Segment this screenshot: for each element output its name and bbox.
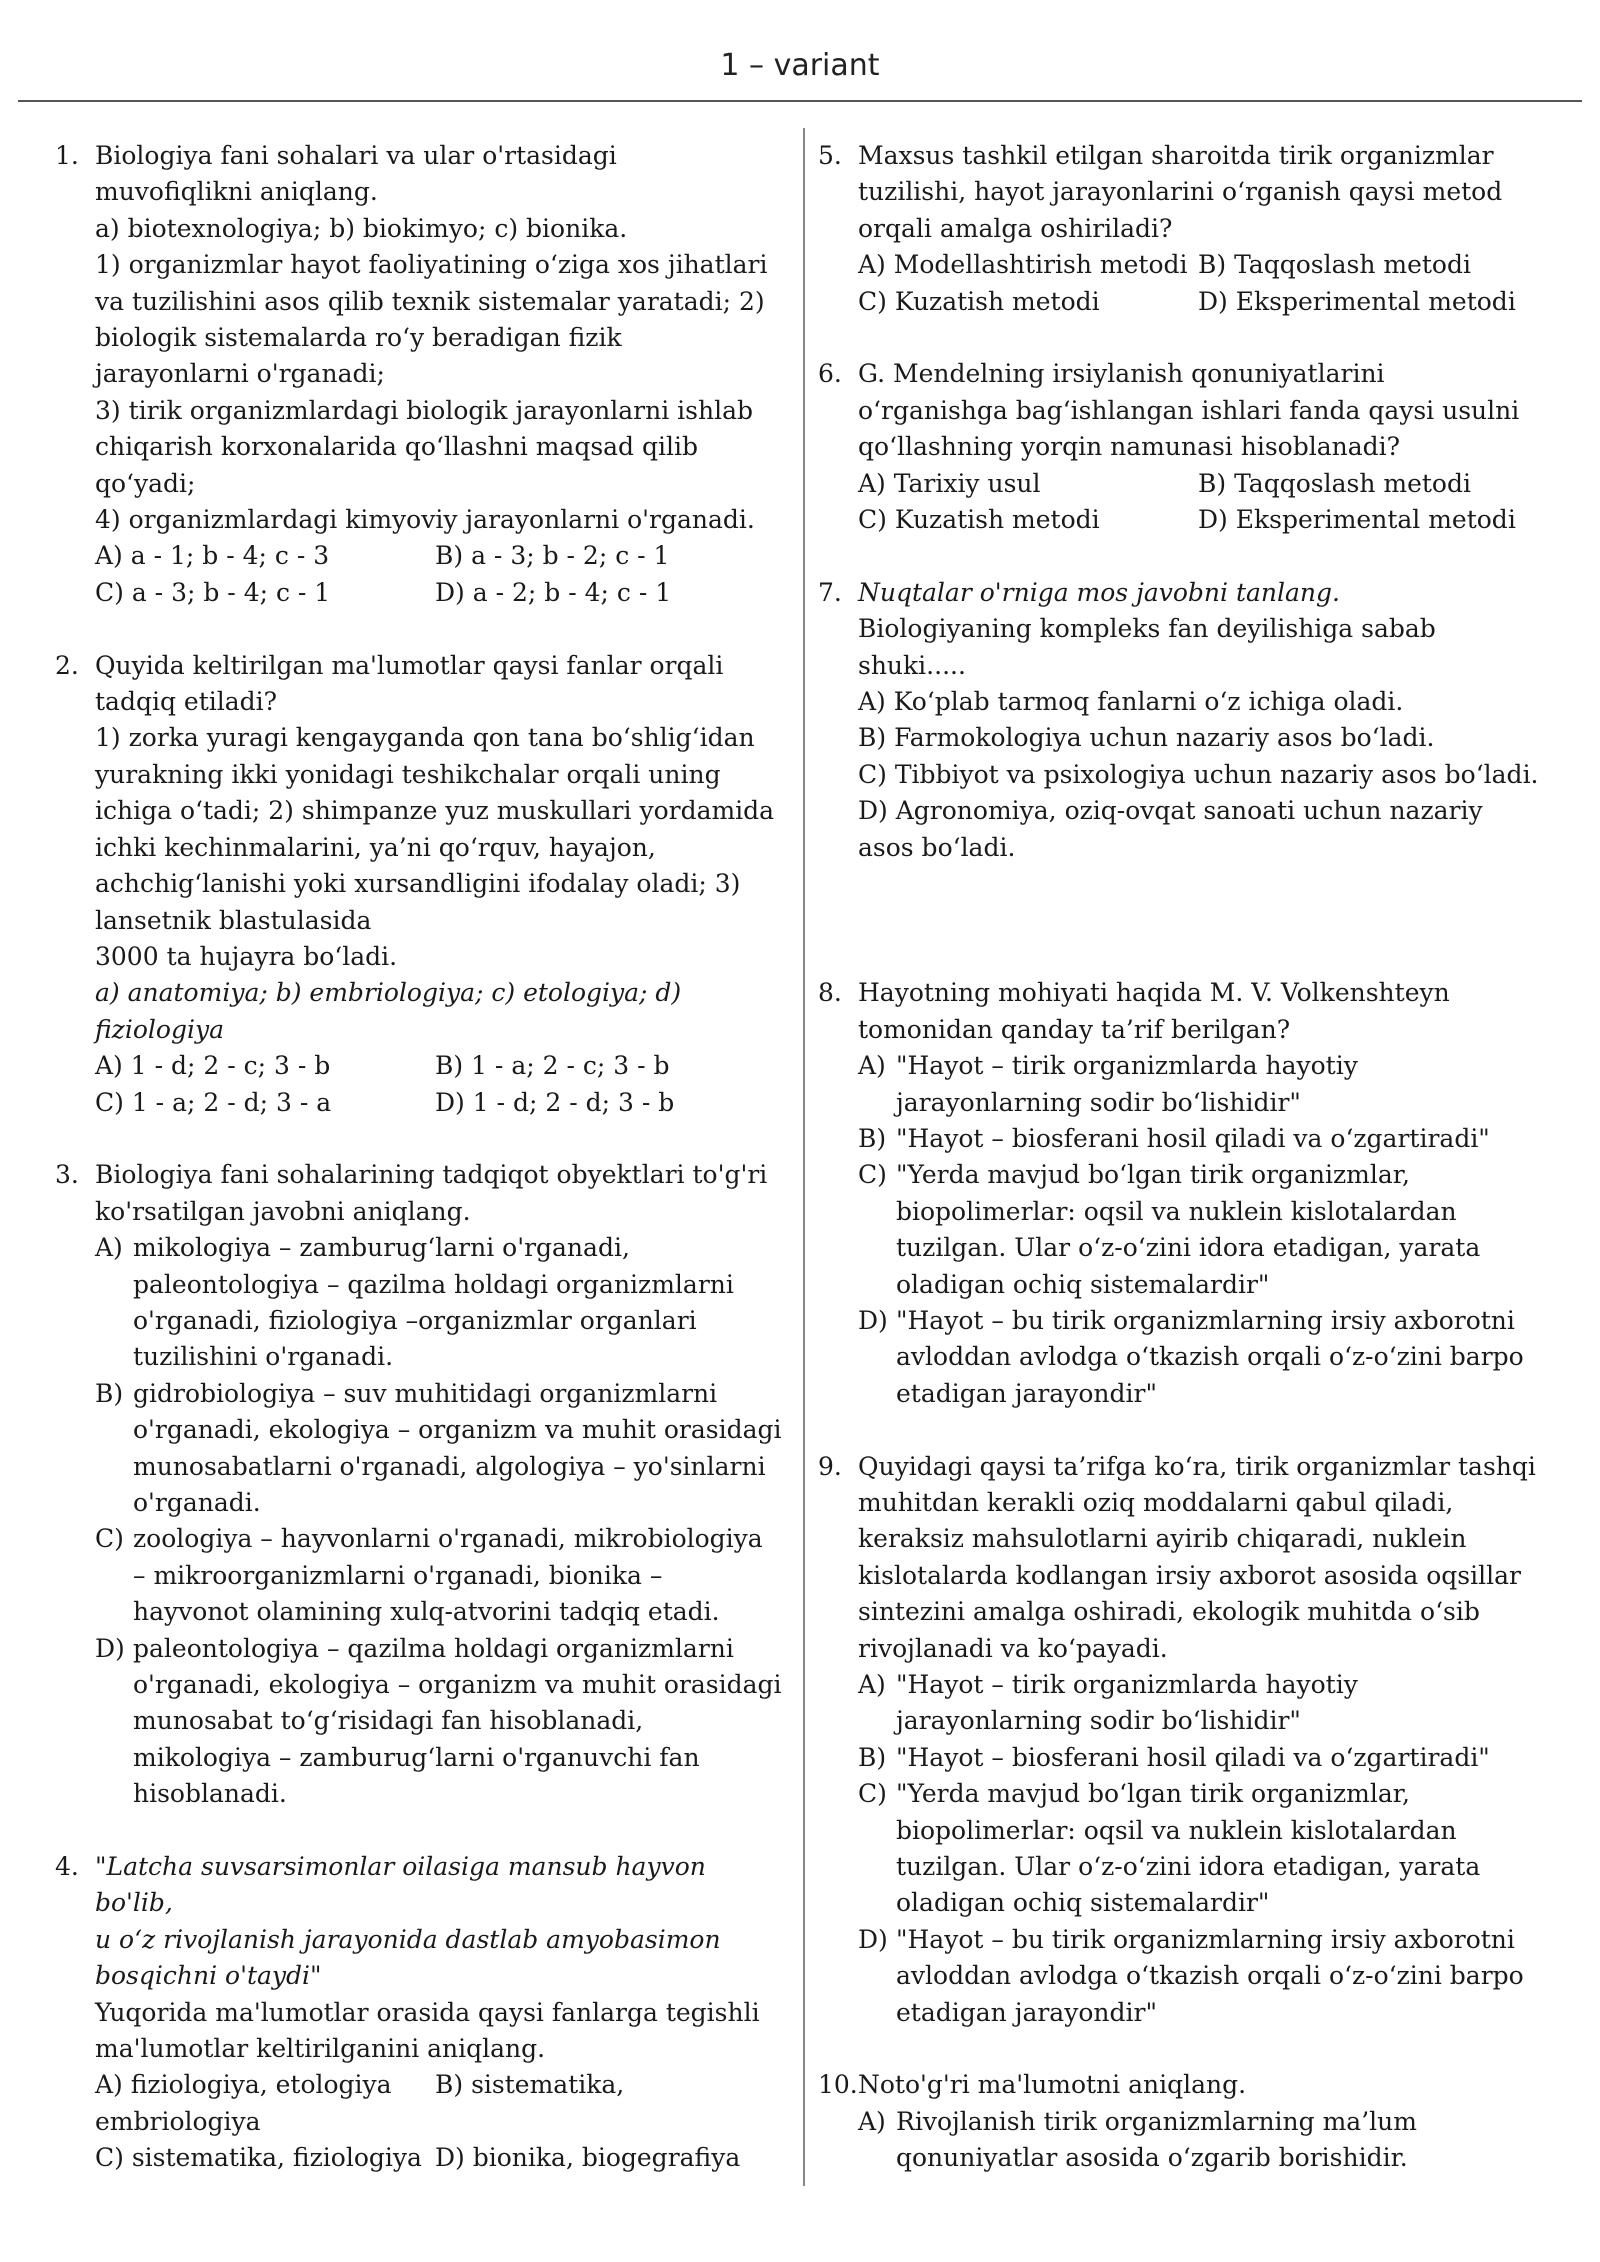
option-text: munosabat to‘g‘risidagi fan hisoblanadi, (133, 1706, 644, 1736)
option-text: etadigan jarayondir" (896, 1378, 1157, 1408)
option-text: D) Agronomiya, oziq-ovqat sanoati uchun nazariy (858, 796, 1483, 826)
answer-option-d[interactable] (858, 793, 1558, 866)
option-label: C) (858, 1160, 887, 1190)
answer-option-c[interactable]: C) sistematika, fiziologiya (95, 2143, 422, 2173)
question-number: 3. (55, 1160, 79, 1190)
option-text: o'rganadi, fiziologiya –organizmlar organlari (133, 1305, 697, 1335)
question-text: Biologiya fani sohalarining tadqiqot obyektlari to'g'ri (95, 1160, 768, 1190)
question-text: lansetnik blastulasida (95, 905, 372, 935)
answer-option-c[interactable]: C) 1 - a; 2 - d; 3 - a (95, 1087, 332, 1117)
answer-option-a[interactable] (858, 1667, 1558, 1740)
question-text: tadqiq etiladi? (95, 687, 278, 717)
answer-option-b[interactable]: B) Farmokologiya uchun nazariy asos bo‘ladi. (858, 723, 1435, 753)
answer-row (858, 502, 1558, 538)
question-text: 1) organizmlar hayot faoliyatining o‘ziga xos jihatlari (95, 250, 768, 280)
question-10 (818, 2067, 1558, 2176)
option-text: o'rganadi. (133, 1488, 261, 1517)
option-label: A) (858, 2106, 886, 2136)
question-text: keraksiz mahsulotlarni ayirib chiqaradi, nuklein (858, 1524, 1467, 1554)
question-text: "Latcha suvsarsimonlar oilasiga mansub hayvon bo'lib, (95, 1852, 706, 1918)
option-label: D) (95, 1633, 125, 1663)
question-text: o‘rganishga bag‘ishlangan ishlari fanda qaysi usulni (858, 395, 1520, 425)
page-header (0, 0, 1600, 100)
answer-option-a[interactable]: A) 1 - d; 2 - c; 3 - b (95, 1051, 331, 1081)
option-text: gidrobiologiya – suv muhitidagi organizmlarni (133, 1378, 718, 1408)
option-text: – mikroorganizmlarni o'rganadi, bionika – (133, 1560, 663, 1590)
question-text: ichki kechinmalarini, ya’ni qo‘rquv, hayajon, (95, 832, 656, 862)
answer-option-c[interactable] (858, 1157, 1558, 1303)
option-text: zoologiya – hayvonlarni o'rganadi, mikrobiologiya (133, 1524, 763, 1554)
question-text: G. Mendelning irsiylanish qonuniyatlarini (858, 359, 1385, 389)
option-text: "Yerda mavjud bo‘lgan tirik organizmlar, (896, 1779, 1410, 1809)
answer-option-c[interactable] (858, 1776, 1558, 1922)
option-text: etadigan jarayondir" (896, 1997, 1157, 2027)
answer-row (858, 466, 1558, 502)
answer-row (95, 1048, 790, 1084)
answer-option-c[interactable]: C) Tibbiyot va psixologiya uchun nazariy asos bo‘ladi. (858, 759, 1539, 789)
answer-option-d[interactable] (858, 1922, 1558, 2031)
answer-option-b[interactable] (858, 1121, 1558, 1157)
option-text: paleontologiya – qazilma holdagi organizmlarni (133, 1269, 734, 1299)
question-number: 8. (818, 978, 842, 1008)
question-text: Noto'g'ri ma'lumotni aniqlang. (858, 2070, 1247, 2100)
question-text: muvofiqlikni aniqlang. (95, 177, 378, 207)
option-label: A) (858, 1669, 886, 1699)
option-text: "Yerda mavjud bo‘lgan tirik organizmlar, (896, 1160, 1410, 1190)
answer-row (95, 2067, 790, 2103)
question-text: chiqarish korxonalarida qo‘llashni maqsad qilib (95, 432, 699, 462)
option-label: A) (858, 1051, 886, 1081)
answer-option-d[interactable]: D) bionika, biogegrafiya (435, 2143, 741, 2173)
option-label: C) (858, 1779, 887, 1809)
page-title: 1 – variant (720, 48, 880, 83)
left-column (55, 138, 790, 2177)
answer-option-a[interactable]: A) fiziologiya, etologiya (95, 2070, 392, 2100)
question-text: achchig‘lanishi yoki xursandligini ifodalay oladi; 3) (95, 869, 741, 899)
question-text: Yuqorida ma'lumotlar orasida qaysi fanlarga tegishli (95, 1997, 760, 2027)
question-text: orqali amalga oshiriladi? (858, 213, 1173, 243)
question-text: Biologiya fani sohalari va ular o'rtasidagi (95, 141, 617, 170)
question-text: 3) tirik organizmlardagi biologik jarayonlarni ishlab (95, 395, 753, 425)
answer-option-a[interactable] (858, 2104, 1558, 2177)
question-text: sintezini amalga oshiradi, ekologik muhitda o‘sib (858, 1597, 1480, 1627)
question-8 (818, 975, 1558, 1412)
answer-option-a[interactable] (858, 1048, 1558, 1121)
question-text: 1) zorka yuragi kengayganda qon tana bo‘shlig‘idan (95, 723, 755, 753)
question-text: kislotalarda kodlangan irsiy axborot asosida oqsillar (858, 1560, 1521, 1590)
question-text: Maxsus tashkil etilgan sharoitda tirik organizmlar (858, 141, 1494, 170)
option-text: "Hayot – biosferani hosil qiladi va o‘zgartiradi" (896, 1742, 1490, 1772)
answer-option-c[interactable]: C) Kuzatish metodi (858, 286, 1100, 316)
option-text: tuzilgan. Ular o‘z-o‘zini idora etadigan, yarata (896, 1852, 1481, 1882)
question-3 (55, 1157, 790, 1812)
question-text: va tuzilishini asos qilib texnik sistemalar yaratadi; 2) (95, 286, 765, 316)
question-1 (55, 138, 790, 611)
option-text: jarayonlarning sodir bo‘lishidir" (896, 1087, 1301, 1117)
question-text: a) biotexnologiya; b) biokimyo; c) bionika. (95, 213, 628, 243)
answer-option-b[interactable]: B) Taqqoslash metodi (1198, 468, 1471, 498)
option-text: avloddan avlodga o‘tkazish orqali o‘z-o‘zini barpo (896, 1961, 1524, 1991)
question-9 (818, 1449, 1558, 2032)
question-5 (818, 138, 1558, 320)
question-number: 6. (818, 359, 842, 389)
option-text: "Hayot – tirik organizmlarda hayotiy (896, 1051, 1358, 1081)
answer-option-d[interactable] (858, 1303, 1558, 1412)
question-6 (818, 356, 1558, 538)
answer-option-a[interactable]: A) Modellashtirish metodi (858, 250, 1188, 280)
question-text: muhitdan kerakli oziq moddalarni qabul qiladi, (858, 1487, 1454, 1517)
option-text: avloddan avlodga o‘tkazish orqali o‘z-o‘zini barpo (896, 1342, 1524, 1372)
question-text: Quyida keltirilgan ma'lumotlar qaysi fanlar orqali (95, 650, 724, 680)
option-label: C) (95, 1524, 124, 1554)
question-text: Biologiyaning kompleks fan deyilishiga sabab (858, 614, 1436, 644)
question-4 (55, 1849, 790, 2177)
answer-option-b[interactable]: B) 1 - a; 2 - c; 3 - b (435, 1051, 670, 1081)
option-text: biopolimerlar: oqsil va nuklein kislotalardan (896, 1196, 1457, 1226)
option-text: hayvonot olamining xulq-atvorini tadqiq etadi. (133, 1597, 720, 1627)
question-text: ichiga o‘tadi; 2) shimpanze yuz muskullari yordamida (95, 796, 775, 826)
answer-option-d[interactable]: D) Eksperimental metodi (1198, 505, 1516, 535)
option-text: "Hayot – bu tirik organizmlarning irsiy axborotni (896, 1924, 1515, 1954)
question-text: qo‘yadi; (95, 468, 196, 498)
option-text: mikologiya – zamburug‘larni o'rganuvchi fan (133, 1742, 700, 1772)
answer-option-c[interactable] (95, 1521, 790, 1630)
answer-row (95, 2140, 790, 2176)
question-number: 2. (55, 650, 79, 680)
question-text: rivojlanadi va ko‘payadi. (858, 1633, 1168, 1663)
answer-option-b-continued: embriologiya (95, 2106, 261, 2136)
option-text: o'rganadi, ekologiya – organizm va muhit orasidagi (133, 1670, 782, 1700)
question-text: bosqichni o'taydi" (95, 1961, 322, 1991)
option-text: "Hayot – tirik organizmlarda hayotiy (896, 1669, 1358, 1699)
answer-option-a[interactable]: A) Ko‘plab tarmoq fanlarni o‘z ichiga oladi. (858, 687, 1404, 717)
option-text: Rivojlanish tirik organizmlarning ma’lum (896, 2106, 1417, 2136)
option-text: mikologiya – zamburug‘larni o'rganadi, (133, 1233, 630, 1263)
question-2 (55, 648, 790, 1121)
answer-row (95, 575, 790, 611)
option-text: jarayonlarning sodir bo‘lishidir" (896, 1706, 1301, 1736)
answer-option-d[interactable]: D) a - 2; b - 4; c - 1 (435, 577, 672, 607)
option-label: B) (858, 1123, 887, 1153)
question-number: 7. (818, 577, 842, 607)
question-number: 9. (818, 1451, 842, 1481)
question-text: qo‘llashning yorqin namunasi hisoblanadi? (858, 432, 1401, 462)
question-text: Nuqtalar o'rniga mos javobni tanlang. (858, 577, 1340, 607)
question-text: ko'rsatilgan javobni aniqlang. (95, 1196, 471, 1226)
question-text: Quyidagi qaysi ta’rifga ko‘ra, tirik organizmlar tashqi (858, 1451, 1536, 1481)
option-text: oladigan ochiq sistemalardir" (896, 1888, 1270, 1918)
question-7 (818, 575, 1558, 866)
question-text: 4) organizmlardagi kimyoviy jarayonlarni o'rganadi. (95, 505, 755, 535)
option-text: paleontologiya – qazilma holdagi organizmlarni (133, 1633, 734, 1663)
answer-row (95, 538, 790, 574)
answer-option-d[interactable]: D) 1 - d; 2 - d; 3 - b (435, 1087, 675, 1117)
question-text: tomonidan qanday ta’rif berilgan? (858, 1014, 1291, 1044)
answer-option-c[interactable]: C) a - 3; b - 4; c - 1 (95, 577, 331, 607)
option-text: munosabatlarni o'rganadi, algologiya – yo'sinlarni (133, 1451, 766, 1481)
option-text: oladigan ochiq sistemalardir" (896, 1269, 1270, 1299)
question-text: jarayonlarni o'rganadi; (95, 359, 385, 389)
option-text: qonuniyatlar asosida o‘zgarib borishidir. (896, 2143, 1408, 2173)
option-label: D) (858, 1924, 888, 1954)
answer-option-b[interactable]: B) a - 3; b - 2; c - 1 (435, 541, 670, 571)
question-number: 10. (818, 2070, 858, 2100)
question-number: 4. (55, 1852, 79, 1882)
answer-row (95, 1085, 790, 1121)
question-text: biologik sistemalarda ro‘y beradigan fizik (95, 323, 622, 353)
answer-option-b[interactable]: B) Taqqoslash metodi (1198, 250, 1471, 280)
question-number: 5. (818, 141, 842, 170)
answer-option-d[interactable]: D) Eksperimental metodi (1198, 286, 1516, 316)
answer-row (858, 247, 1558, 283)
option-label: B) (858, 1742, 887, 1772)
right-column (818, 138, 1558, 2177)
answer-option-c[interactable]: C) Kuzatish metodi (858, 505, 1100, 535)
option-label: D) (858, 1305, 888, 1335)
option-label: A) (95, 1233, 123, 1263)
question-number: 1. (55, 141, 79, 170)
option-text: asos bo‘ladi. (858, 832, 1016, 862)
option-text: "Hayot – bu tirik organizmlarning irsiy axborotni (896, 1305, 1515, 1335)
answer-option-d[interactable] (95, 1631, 790, 1813)
answer-option-a[interactable]: A) a - 1; b - 4; c - 3 (95, 541, 330, 571)
question-text: a) anatomiya; b) embriologiya; c) etologiya; d) (95, 978, 682, 1008)
question-text: u o‘z rivojlanish jarayonida dastlab amyobasimon (95, 1924, 721, 1954)
option-text: "Hayot – biosferani hosil qiladi va o‘zgartiradi" (896, 1123, 1490, 1153)
question-text: 3000 ta hujayra bo‘ladi. (95, 941, 398, 971)
question-text: ma'lumotlar keltirilganini aniqlang. (95, 2034, 546, 2064)
option-label: B) (95, 1378, 124, 1408)
question-text: shuki..... (858, 650, 966, 680)
option-text: tuzilgan. Ular o‘z-o‘zini idora etadigan, yarata (896, 1233, 1481, 1263)
answer-option-b[interactable] (95, 1376, 790, 1522)
question-text: Hayotning mohiyati haqida M. V. Volkenshteyn (858, 978, 1450, 1008)
option-text: biopolimerlar: oqsil va nuklein kislotalardan (896, 1815, 1457, 1845)
option-text: o'rganadi, ekologiya – organizm va muhit orasidagi (133, 1415, 782, 1445)
header-divider (18, 100, 1582, 102)
answer-option-b[interactable] (858, 1740, 1558, 1776)
question-text: yurakning ikki yonidagi teshikchalar orqali uning (95, 759, 721, 789)
question-text: fiziologiya (95, 1014, 224, 1044)
answer-option-b[interactable]: B) sistematika, (435, 2070, 625, 2100)
answer-option-a[interactable]: A) Tarixiy usul (858, 468, 1041, 498)
option-text: tuzilishini o'rganadi. (133, 1342, 394, 1372)
column-divider (803, 128, 805, 2186)
option-text: hisoblanadi. (133, 1779, 287, 1809)
question-text: tuzilishi, hayot jarayonlarini o‘rganish qaysi metod (858, 177, 1503, 207)
answer-row (858, 284, 1558, 320)
answer-option-a[interactable] (95, 1230, 790, 1376)
